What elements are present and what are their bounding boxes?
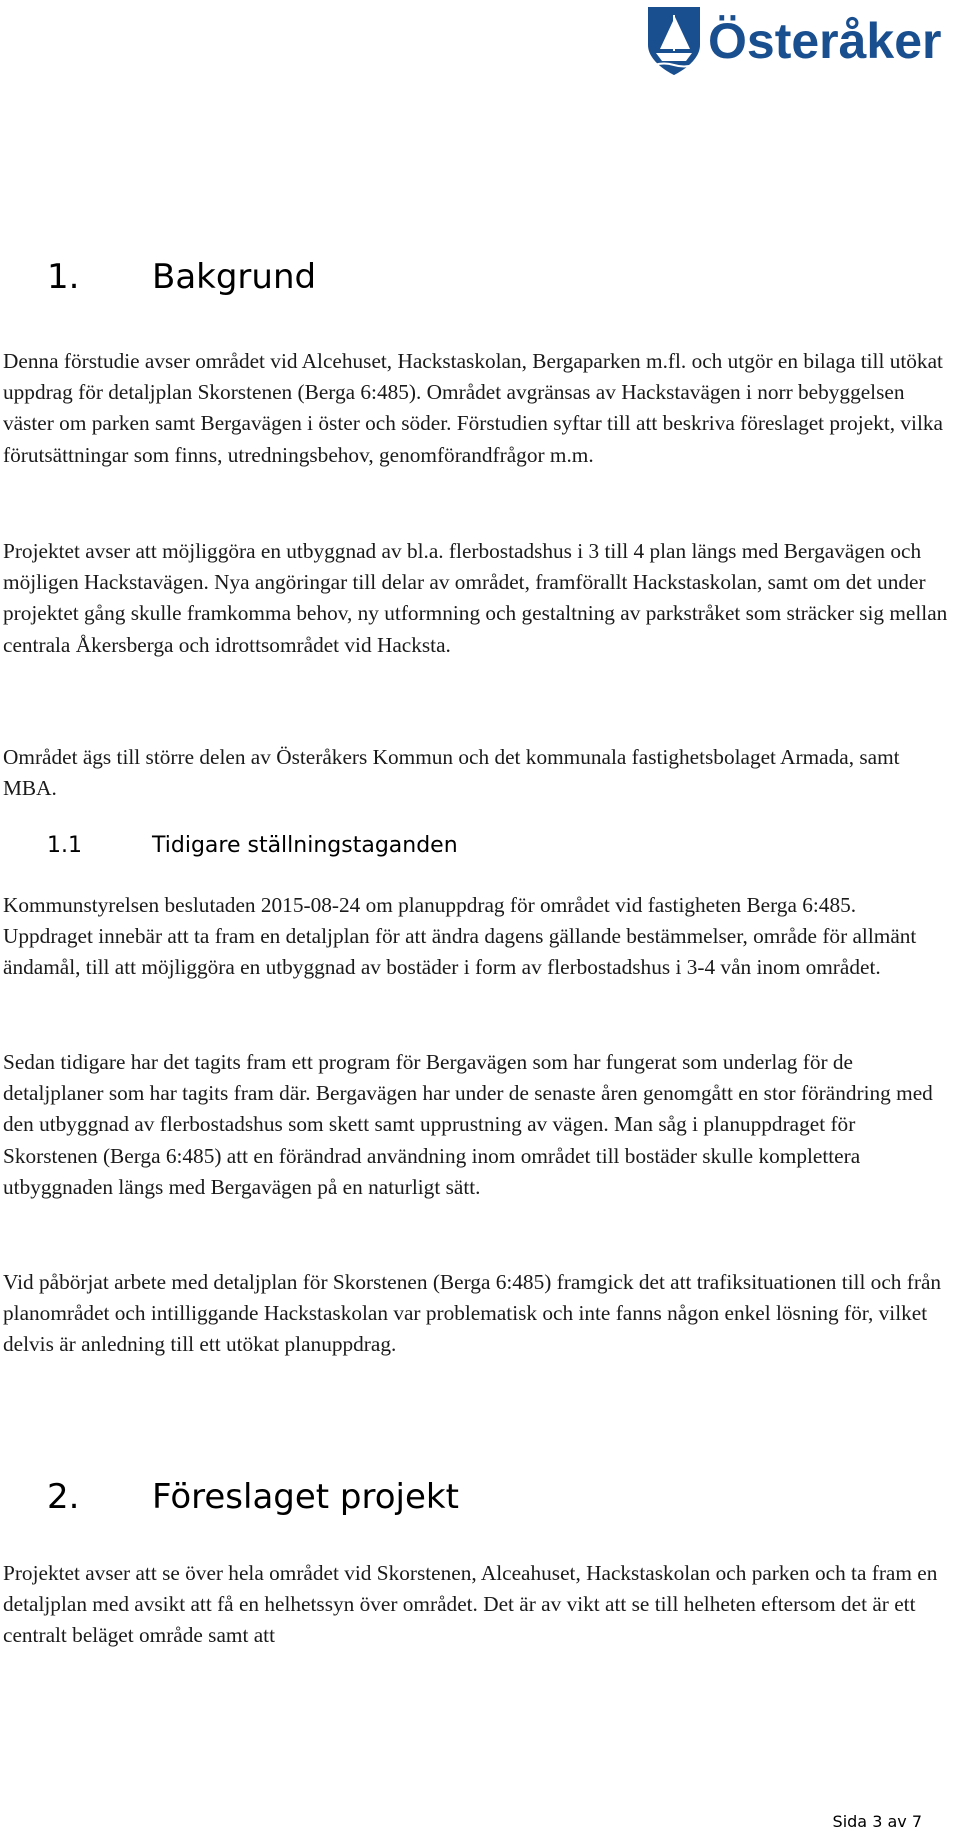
section-1-paragraph-2: Projektet avser att möjliggöra en utbyggnad av bl.a. flerbostadshus i 3 till 4 plan längs med Bergavägen och möjligen Hackstavägen. Nya angöringar till delar av området, framförallt Hackstaskolan, samt om det under projektet gång skulle framkomma behov, ny utformning och gestaltning av parkstråket som sträcker sig mellan centrala Åkersberga och idrottsområdet vid Hacksta. (3, 539, 948, 657)
subsection-1-1-title: Tidigare ställningstaganden (152, 833, 458, 858)
subsection-paragraph-1: Kommunstyrelsen beslutaden 2015-08-24 om planuppdrag för området vid fastigheten Berga 6:485. Uppdraget innebär att ta fram en detaljplan för att ändra dagens gällande bestämmelser, område för allmänt ändamål, till att möjliggöra en utbyggnad av bostäder i form av flerbostadshus i 3-4 vån inom området. (3, 893, 917, 980)
section-1-heading (47, 257, 317, 297)
municipality-logo (644, 2, 942, 80)
section-1-paragraph-1: Denna förstudie avser området vid Alcehuset, Hackstaskolan, Bergaparken m.fl. och utgör en bilaga till utökat uppdrag för detaljplan Skorstenen (Berga 6:485). Området avgränsas av Hackstavägen i norr bebyggelsen väster om parken samt Bergavägen i öster och söder. Förstudien syftar till att beskriva föreslaget projekt, vilka förutsättningar som finns, utredningsbehov, genomförandfrågor m.m. (3, 349, 943, 467)
section-2-paragraph-1: Projektet avser att se över hela området vid Skorstenen, Alceahuset, Hackstaskolan och parken och ta fram en detaljplan med avsikt att få en helhetssyn över området. Det är av vikt att se till helheten eftersom det är ett centralt beläget område samt att (3, 1561, 938, 1648)
section-2-heading (47, 1477, 459, 1517)
subsection-1-1-number: 1.1 (47, 833, 82, 858)
subsection-paragraph-2: Sedan tidigare har det tagits fram ett program för Bergavägen som har fungerat som underlag för de detaljplaner som har tagits fram där. Bergavägen har under de senaste åren genomgått en stor förändring med den utbyggnad av flerbostadshus som skett samt upprustning av vägen. Man såg i planuppdraget för Skorstenen (Berga 6:485) att en förändrad användning inom området till bostäder skulle komplettera utbyggnaden längs med Bergavägen på en naturligt sätt. (3, 1050, 933, 1199)
subsection-1-1-heading (47, 835, 458, 857)
sailboat-shield-icon (644, 5, 704, 77)
section-1-title: Bakgrund (152, 257, 317, 297)
section-2-title: Föreslaget projekt (152, 1477, 459, 1517)
logo-wordmark: Österåker (708, 13, 942, 69)
section-1-paragraph-3: Området ägs till större delen av Österåkers Kommun och det kommunala fastighetsbolaget Armada, samt MBA. (3, 745, 900, 801)
section-1-number: 1. (47, 257, 80, 297)
section-2-number: 2. (47, 1477, 80, 1517)
page-number: Sida 3 av 7 (832, 1812, 922, 1831)
subsection-paragraph-3: Vid påbörjat arbete med detaljplan för Skorstenen (Berga 6:485) framgick det att trafiksituationen till och från planområdet och intilliggande Hackstaskolan var problematisk och inte fanns någon enkel lösning för, vilket delvis är anledning till ett utökat planuppdrag. (3, 1270, 942, 1357)
